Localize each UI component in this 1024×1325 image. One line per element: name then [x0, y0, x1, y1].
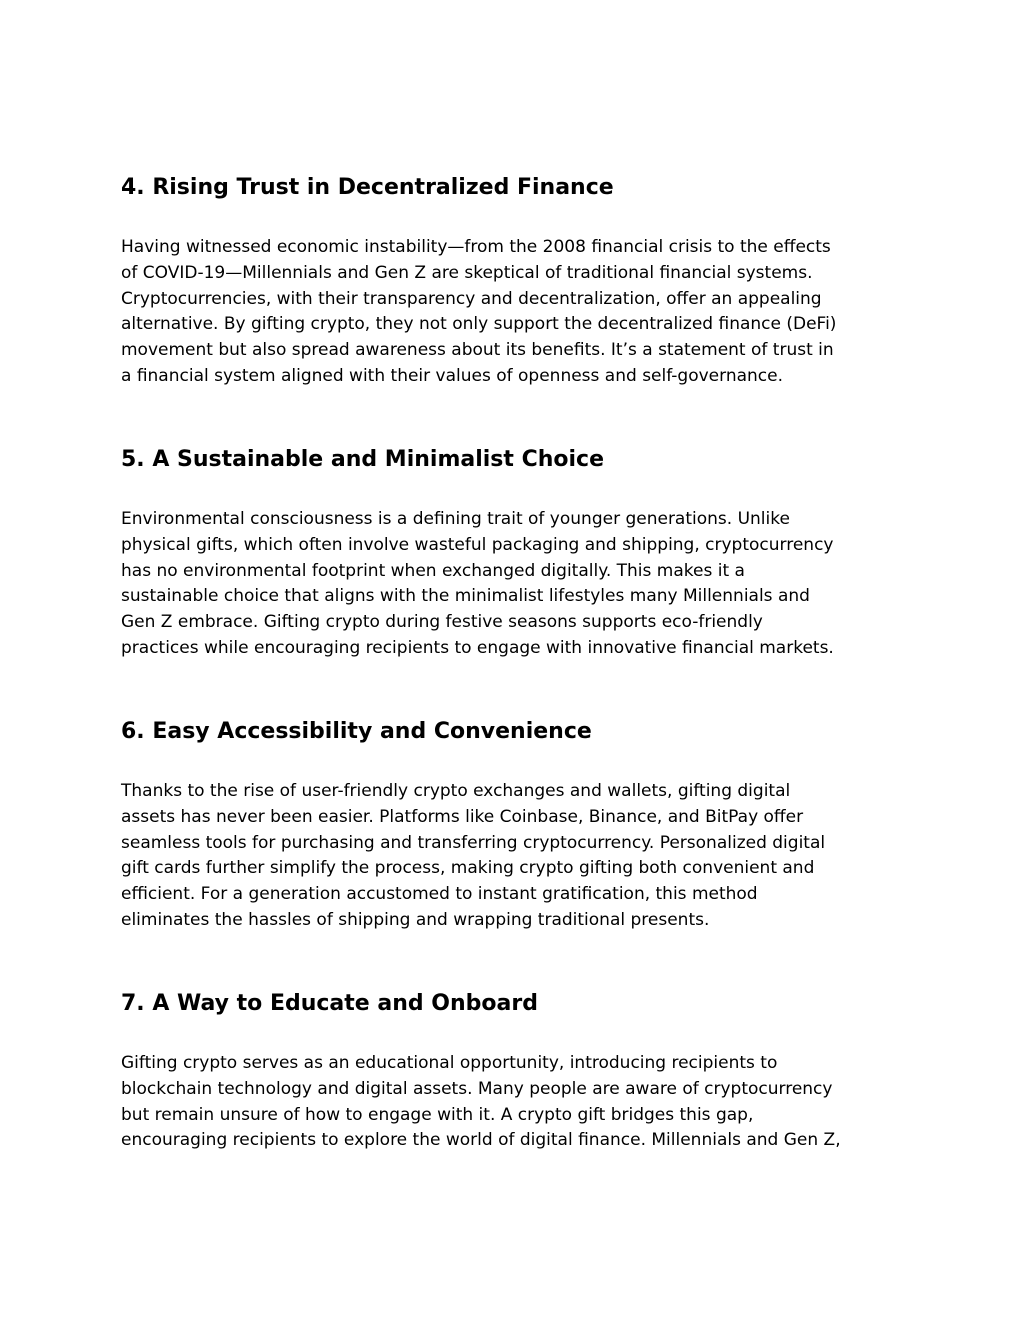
- section-sustainable-choice: [121, 447, 911, 662]
- paragraph-line: physical gifts, which often involve wasteful packaging and shipping, cryptocurrency: [121, 534, 834, 555]
- paragraph-line: Environmental consciousness is a defining trait of younger generations. Unlike: [121, 509, 790, 529]
- paragraph-line: has no environmental footprint when exchanged digitally. This makes it a: [121, 560, 745, 581]
- section-heading: 7. A Way to Educate and Onboard: [121, 991, 538, 1016]
- paragraph-line: Thanks to the rise of user-friendly crypto exchanges and wallets, gifting digital: [121, 781, 791, 801]
- section-heading: 6. Easy Accessibility and Convenience: [121, 719, 592, 744]
- paragraph-line: assets has never been easier. Platforms like Coinbase, Binance, and BitPay offer: [121, 806, 804, 827]
- paragraph-line: encouraging recipients to explore the world of digital finance. Millennials and Gen Z,: [121, 1130, 841, 1151]
- section-accessibility: [121, 719, 911, 934]
- paragraph-line: seamless tools for purchasing and transferring cryptocurrency. Personalized digital: [121, 832, 826, 853]
- section-paragraph: [121, 235, 911, 390]
- section-paragraph: [121, 507, 911, 662]
- paragraph-line: efficient. For a generation accustomed to instant gratification, this method: [121, 884, 758, 905]
- paragraph-line: Having witnessed economic instability—from the 2008 financial crisis to the effects: [121, 237, 831, 257]
- section-paragraph: [121, 779, 911, 934]
- paragraph-line: a financial system aligned with their values of openness and self-governance.: [121, 365, 783, 386]
- paragraph-line: Cryptocurrencies, with their transparency and decentralization, offer an appealing: [121, 288, 822, 309]
- section-rising-trust: [121, 175, 911, 390]
- paragraph-line: eliminates the hassles of shipping and wrapping traditional presents.: [121, 909, 710, 930]
- section-paragraph: [121, 1051, 911, 1154]
- section-educate-onboard: [121, 991, 911, 1154]
- paragraph-line: practices while encouraging recipients to engage with innovative financial markets.: [121, 637, 834, 658]
- paragraph-line: of COVID-19—Millennials and Gen Z are skeptical of traditional financial systems.: [121, 262, 813, 283]
- paragraph-line: blockchain technology and digital assets. Many people are aware of cryptocurrency: [121, 1078, 833, 1099]
- paragraph-line: gift cards further simplify the process, making crypto gifting both convenient and: [121, 858, 815, 879]
- paragraph-line: sustainable choice that aligns with the minimalist lifestyles many Millennials and: [121, 586, 810, 607]
- paragraph-line: movement but also spread awareness about its benefits. It’s a statement of trust in: [121, 340, 834, 361]
- paragraph-line: Gen Z embrace. Gifting crypto during festive seasons supports eco-friendly: [121, 612, 763, 633]
- paragraph-line: but remain unsure of how to engage with it. A crypto gift bridges this gap,: [121, 1104, 754, 1125]
- paragraph-line: alternative. By gifting crypto, they not only support the decentralized finance (DeFi): [121, 314, 837, 335]
- paragraph-line: Gifting crypto serves as an educational opportunity, introducing recipients to: [121, 1053, 778, 1073]
- section-heading: 4. Rising Trust in Decentralized Finance: [121, 175, 614, 200]
- section-heading: 5. A Sustainable and Minimalist Choice: [121, 447, 604, 472]
